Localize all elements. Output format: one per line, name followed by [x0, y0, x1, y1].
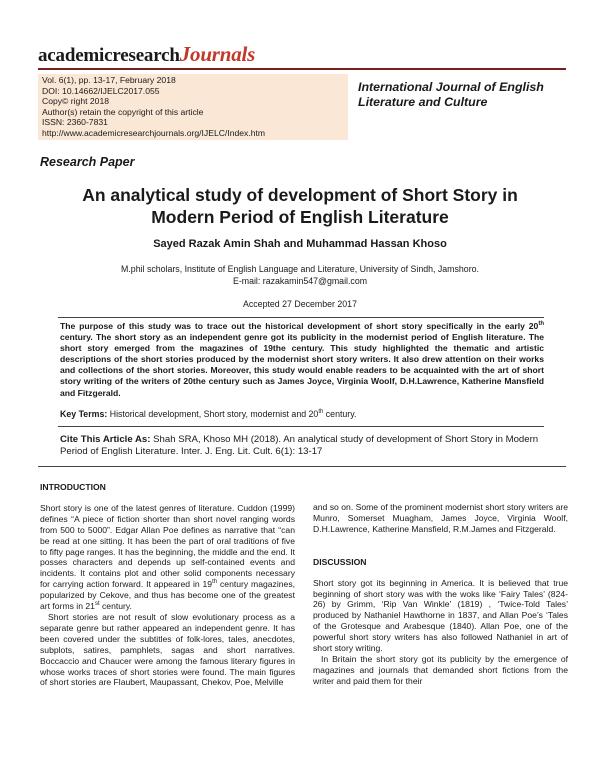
- meta-volume: Vol. 6(1), pp. 13-17, February 2018: [42, 75, 176, 85]
- left-column: [40, 482, 295, 688]
- cite-rule: [38, 466, 566, 467]
- key-terms: [60, 409, 544, 419]
- publisher-logo: [38, 42, 255, 67]
- accepted-date: Accepted 27 December 2017: [243, 299, 357, 309]
- journal-name-line1: International Journal of English: [358, 80, 544, 94]
- header-rule: [38, 68, 566, 70]
- introduction-heading: INTRODUCTION: [40, 482, 106, 492]
- intro-p1-text-cont: century magazines, popularized by Cekove, and thus has become one of the greatest art forms in 21: [40, 579, 296, 612]
- paper-title-line2: Modern Period of English Literature: [151, 207, 449, 227]
- discussion-heading: DISCUSSION: [313, 556, 367, 567]
- intro-continued: and so on. Some of the prominent modernist short story writers are Munro, Somerset Muagham, James Joyce, Virginia Woolf, D.H.Lawrence, Katherine Mansfield, R.M.James and Fitzgerald.: [313, 502, 568, 534]
- cite-as: [60, 434, 544, 458]
- abstract-sup: th: [538, 321, 544, 328]
- logo-text-journals: Journals: [179, 42, 256, 66]
- logo-text: academicresearch: [38, 45, 180, 66]
- key-terms-tail: century.: [323, 409, 357, 419]
- meta-issn: ISSN: 2360-7831: [42, 117, 108, 128]
- research-type: Research Paper: [40, 155, 135, 169]
- affiliation-institute: M.phil scholars, Institute of English Language and Literature, University of Sindh, Jamshoro.: [121, 264, 479, 274]
- cite-label: Cite This Article As:: [60, 434, 151, 445]
- paper-title: [40, 184, 560, 228]
- journal-name-line2: Literature and Culture: [358, 95, 488, 109]
- paper-title-line1: An analytical study of development of Short Story in: [82, 185, 518, 205]
- right-column: [313, 502, 568, 687]
- abstract-top-rule: [58, 317, 544, 318]
- meta-rights: Author(s) retain the copyright of this article: [42, 106, 204, 117]
- key-terms-label: Key Terms:: [60, 409, 108, 419]
- discussion-paragraph-2: In Britain the short story got its publicity by the emergence of magazines and journals that demanded short fictions from the writer and paid them for their: [313, 653, 568, 686]
- intro-paragraph-2: Short stories are not result of slow evolutionary process as a separate genre but rather appeared an independent genre. It has been covered under the subtitles of folk-lores, tales, anecdotes, subplots, satires, pamphlets, sagas and short narratives. Boccaccio and Chaucer were among the famous literary figures in whose works traces of short stories were found. The main figures of short stories are Flaubert, Maupassant, Chekov, Poe, Melville: [40, 611, 295, 688]
- cite-text: Shah SRA, Khoso MH (2018). An analytical study of development of Short Story in Modern Period of English Literature. Inter. J. Eng. Lit. Cult. 6(1): 13-17: [60, 434, 539, 457]
- discussion-paragraph-1: Short story got its beginning in America. It is believed that true beginning of short story was with the woks like ‘Fairy Tales’ (824-26) by Grimm, ‘Rip Van Winkle’ (1819) , ‘Twice-Told Tales’ produced by Nathaniel Hawthorne in 1837, and Allan Poe’s ‘Tales of the Grotesque and Arabesque (1840). Allan Poe, one of the powerful short story writers has also followed Nathaniel in art of short story writing.: [313, 577, 568, 654]
- intro-paragraph-1: [40, 503, 295, 612]
- abstract-text-cont: century. The short story as an independent genre got its publicity in the modernist period of English literature. The short story emerged from the magazines of 19the century. This study highlighted the thematic and artistic descriptions of the short stories produced by the modernist short story writers. It also drew attention on their works and collections of the short stories. Moreover, this study would enable readers to be acquainted with the art of short story writing of the writers of 20the century such as James Joyce, Virginia Woolf, D.H.Lawrence, Katherine Mansfield and Fitzgerald.: [60, 332, 544, 398]
- journal-name: [358, 80, 568, 110]
- affiliation-email: E-mail: razakamin547@gmail.com: [232, 275, 368, 286]
- abstract: [60, 321, 544, 399]
- meta-doi: DOI: 10.14662/IJELC2017.055: [42, 85, 160, 96]
- abstract-text: The purpose of this study was to trace out the historical development of short story specifically in the early 20: [60, 321, 539, 331]
- intro-p1-sup1: th: [212, 579, 218, 586]
- key-terms-rule: [58, 426, 544, 427]
- key-terms-text: Historical development, Short story, modernist and 20: [107, 409, 319, 419]
- intro-p1-text: Short story is one of the latest genres of literature. Cuddon (1999) defines “A piece of fiction shorter than short novel ranging words from 500 to 5000”. Edgar Allan Poe defines as narrative that “can be read at one sitting. It has been the part of oral traditions of five to fifty page ranges. It has the beginning, the middle and the end. It posses characters and depends up self-contained events and incidents. It contains plot and other solid components necessary for carrying action forward. It appeared in 19: [40, 502, 295, 590]
- meta-url[interactable]: http://www.academicresearchjournals.org/IJELC/Index.htm: [42, 127, 266, 138]
- key-terms-sup: th: [318, 409, 324, 416]
- meta-copyright: Copy© right 2018: [42, 96, 110, 107]
- affiliation: [40, 264, 560, 287]
- intro-p1-tail: century.: [99, 601, 132, 612]
- intro-p1-sup2: st: [94, 601, 100, 608]
- authors: Sayed Razak Amin Shah and Muhammad Hassan Khoso: [153, 238, 447, 250]
- article-meta: [42, 75, 265, 139]
